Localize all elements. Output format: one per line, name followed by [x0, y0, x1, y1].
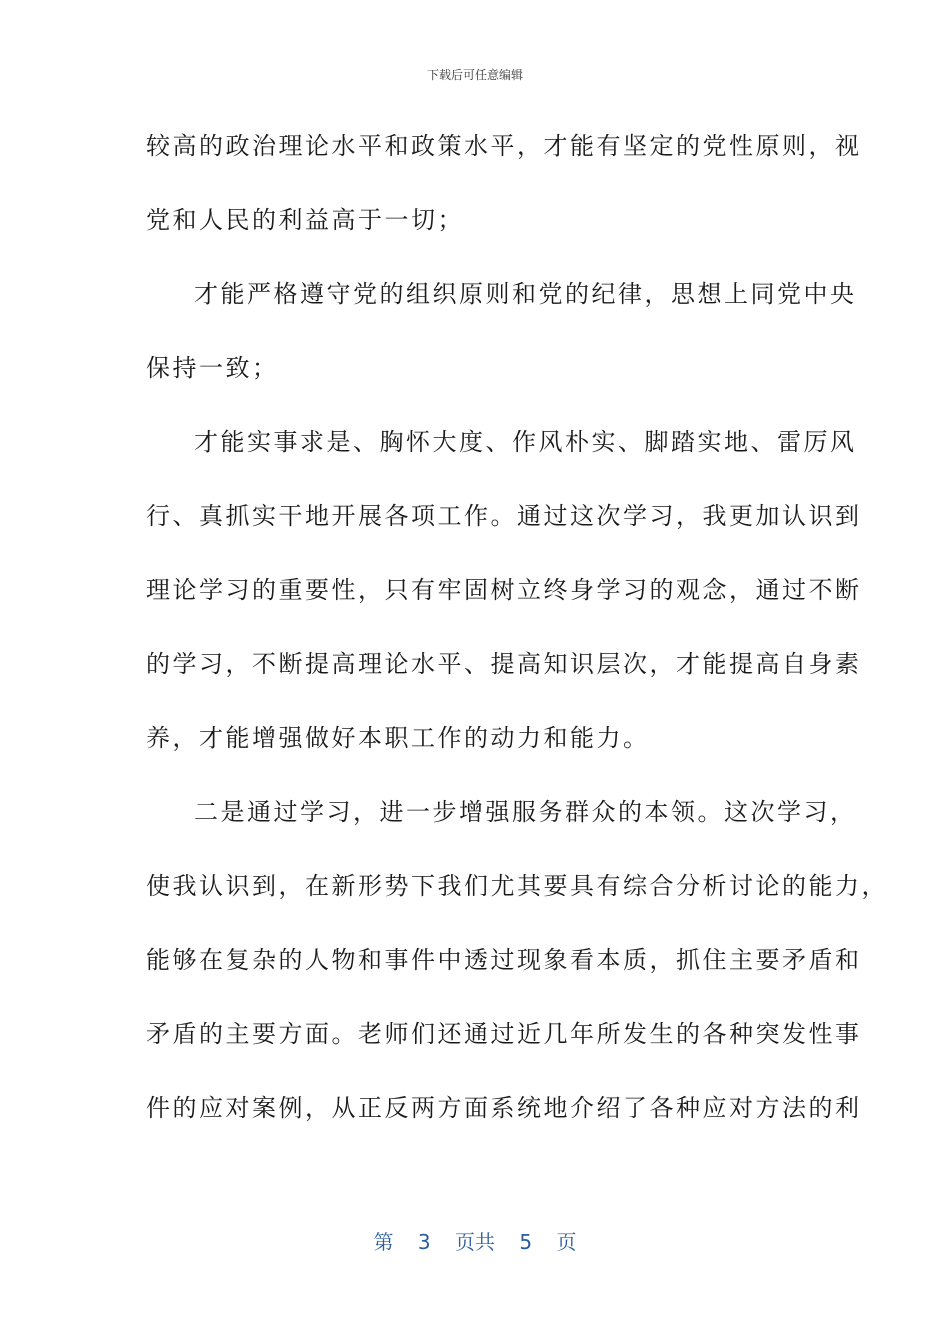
page-number-footer [0, 1226, 950, 1255]
page-header-note: 下载后可任意编辑 [426, 68, 523, 82]
body-line: 使我认识到，在新形势下我们尤其要具有综合分析讨论的能力， [146, 872, 888, 900]
body-line: 能够在复杂的人物和事件中透过现象看本质，抓住主要矛盾和 [146, 946, 862, 974]
body-line: 矛盾的主要方面。老师们还通过近几年所发生的各种突发性事 [146, 1020, 862, 1048]
body-line: 件的应对案例，从正反两方面系统地介绍了各种应对方法的利 [146, 1094, 862, 1122]
body-line: 的学习，不断提高理论水平、提高知识层次，才能提高自身素 [146, 650, 862, 678]
current-page-number: 3 [417, 1230, 431, 1254]
body-line: 才能实事求是、胸怀大度、作风朴实、脚踏实地、雷厉风 [194, 428, 857, 456]
page-label-suffix: 页 [556, 1230, 577, 1254]
document-body [146, 120, 888, 1156]
body-line: 较高的政治理论水平和政策水平，才能有坚定的党性原则，视 [146, 132, 862, 160]
body-line: 行、真抓实干地开展各项工作。通过这次学习，我更加认识到 [146, 502, 862, 530]
page-label-middle: 页共 [455, 1230, 495, 1254]
page-label-prefix: 第 [373, 1230, 394, 1254]
body-line: 才能严格遵守党的组织原则和党的纪律，思想上同党中央 [194, 280, 857, 308]
body-line: 保持一致； [146, 354, 279, 382]
body-line: 养，才能增强做好本职工作的动力和能力。 [146, 724, 650, 752]
body-line: 党和人民的利益高于一切； [146, 206, 464, 234]
body-line: 二是通过学习，进一步增强服务群众的本领。这次学习， [194, 798, 857, 826]
body-line: 理论学习的重要性，只有牢固树立终身学习的观念，通过不断 [146, 576, 862, 604]
total-pages-number: 5 [519, 1230, 533, 1254]
